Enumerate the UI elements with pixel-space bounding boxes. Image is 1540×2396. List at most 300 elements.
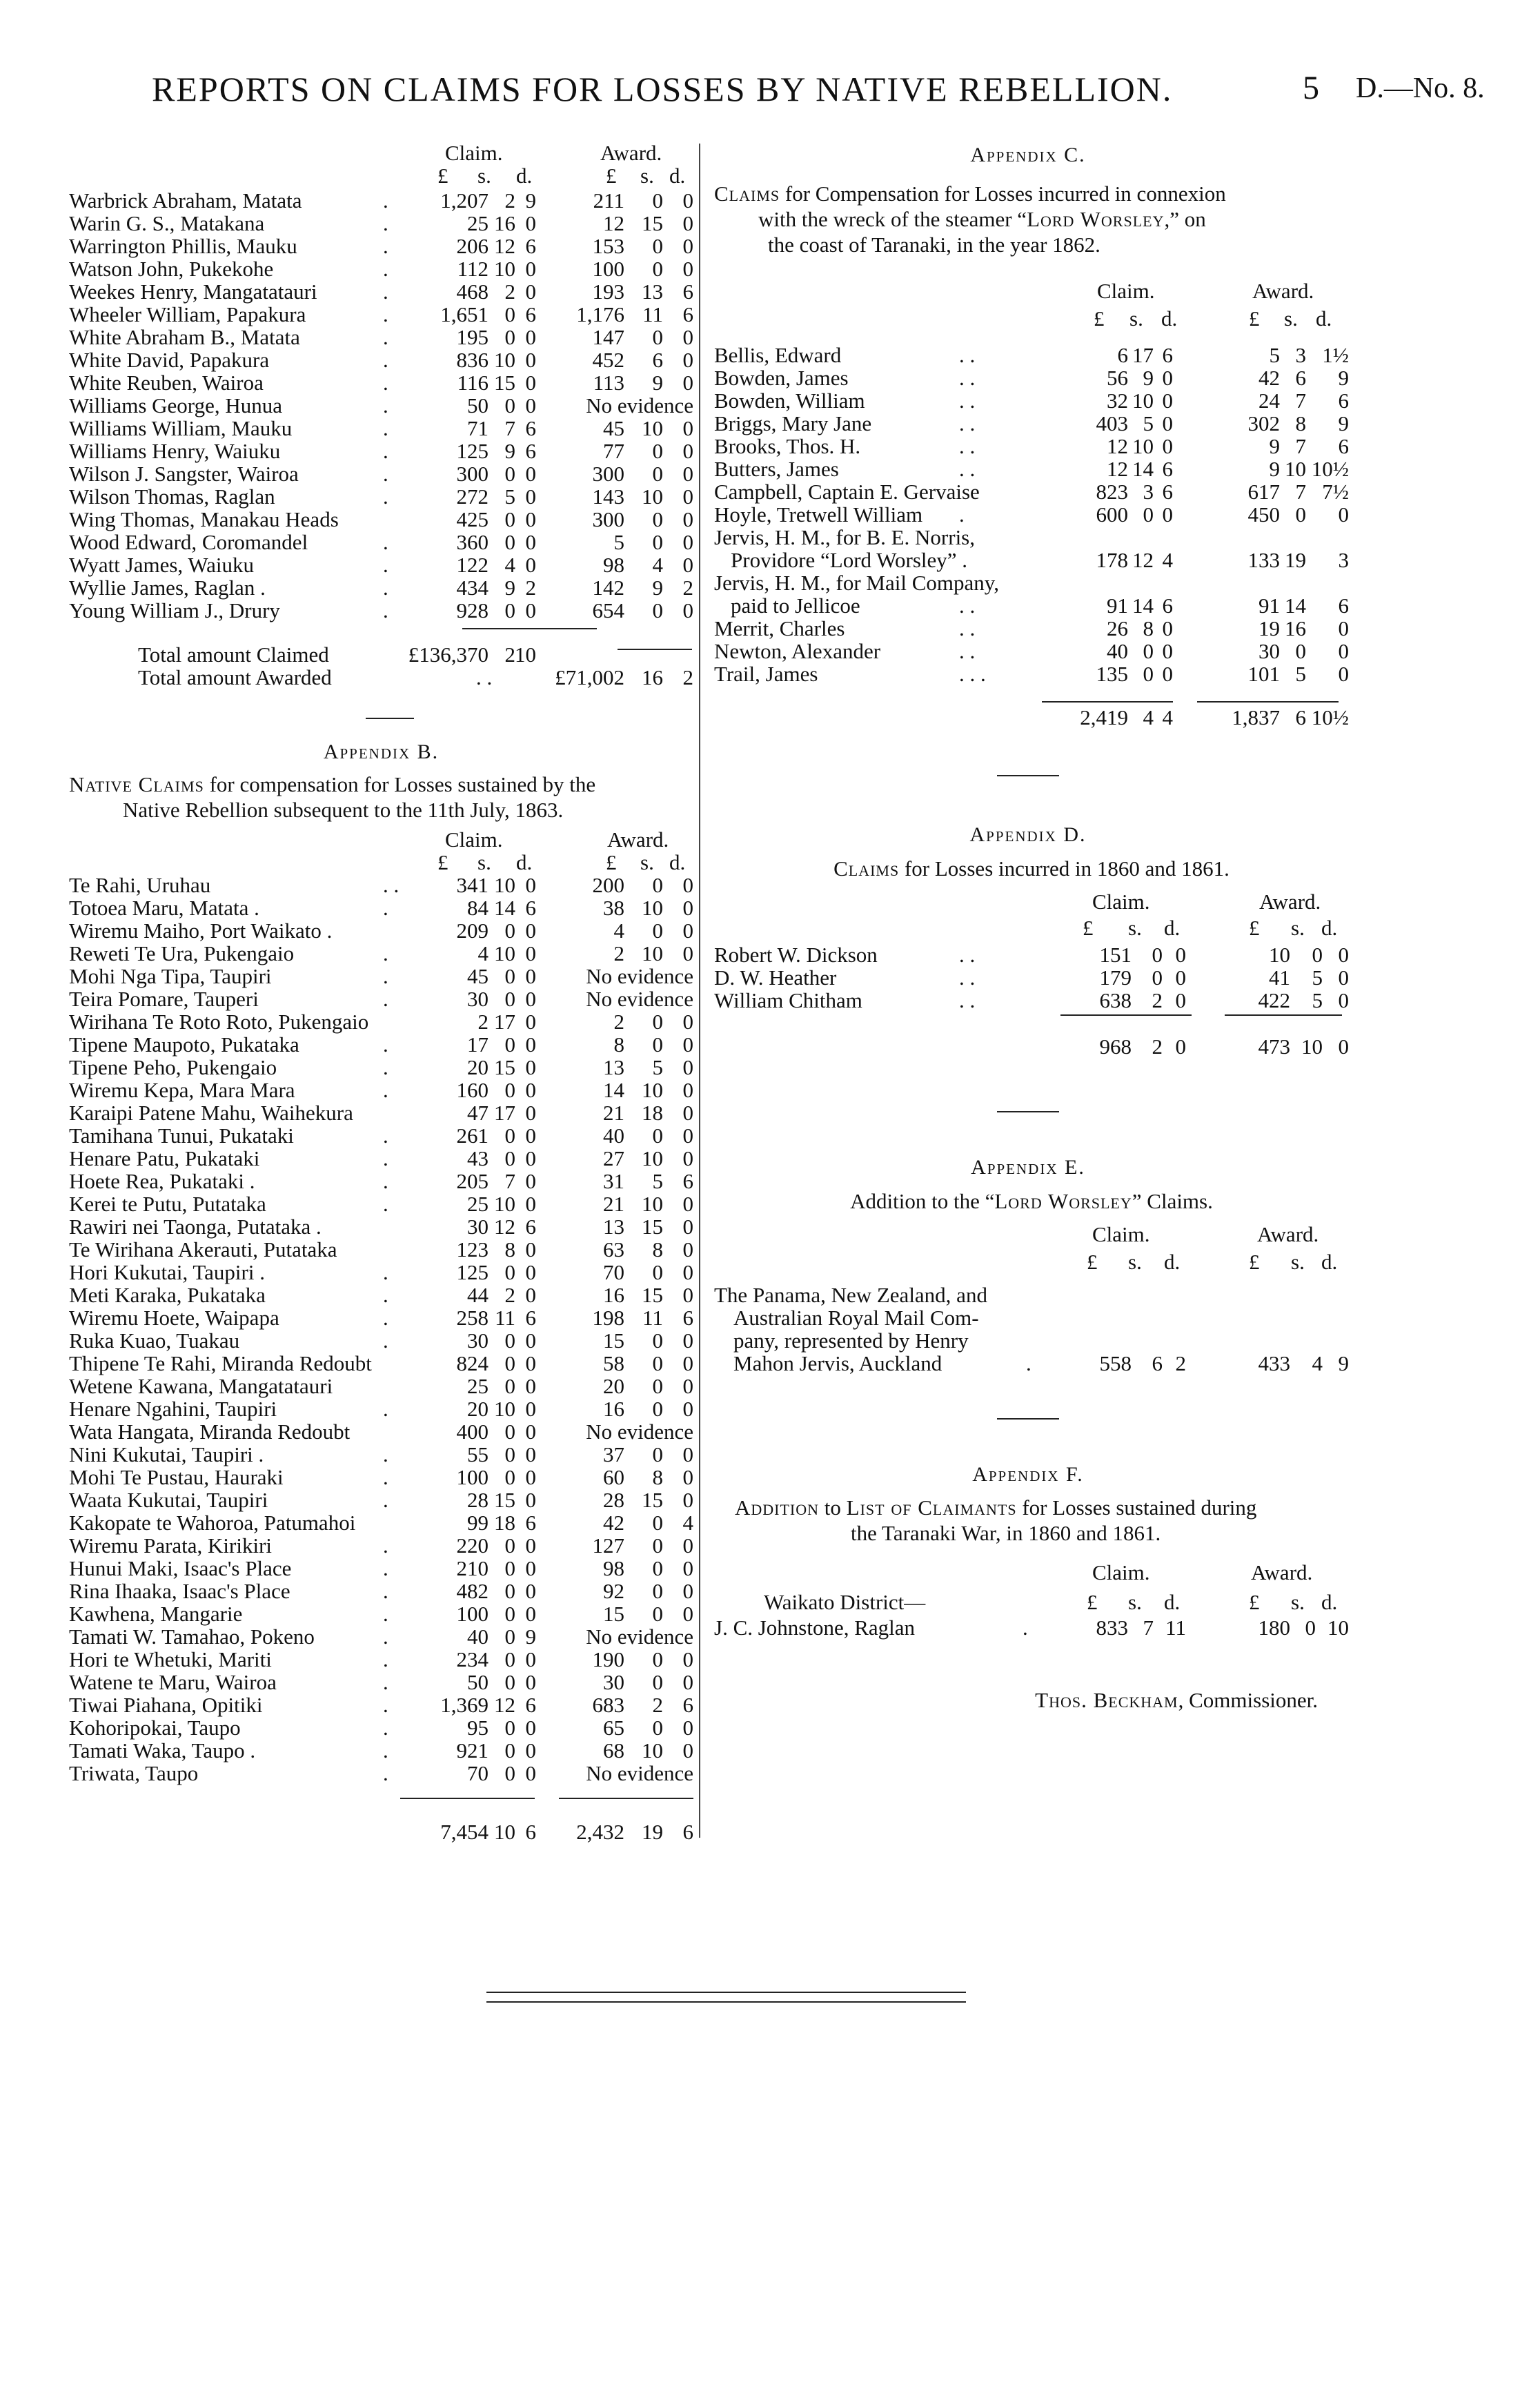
claim-pence: 0 <box>525 1761 536 1785</box>
table-row <box>69 1625 693 1648</box>
leader-dots: . <box>959 502 965 527</box>
award-pounds: 60 <box>603 1465 624 1489</box>
leader-dots: . . <box>959 366 976 390</box>
award-pence: 0 <box>682 1146 693 1170</box>
claim-pounds: 26 <box>1107 616 1128 640</box>
claim-shillings: 0 <box>504 1146 515 1170</box>
description-line: Native Rebellion subsequent to the 11th July, 1863. <box>123 798 564 822</box>
leader-dots: . <box>1023 1616 1028 1640</box>
claimant-name: Tipene Maupoto, Pukataka <box>69 1032 299 1057</box>
leader-dots: . <box>383 1032 388 1057</box>
claimant-name: Ruka Kuao, Tuakau <box>69 1328 240 1353</box>
claim-pounds: 43 <box>467 1146 488 1170</box>
pound-header: £ <box>606 850 617 874</box>
award-pence: 0 <box>682 439 693 463</box>
pence-header: d. <box>1321 916 1338 940</box>
claim-pence: 0 <box>525 987 536 1011</box>
award-pounds: 200 <box>592 873 624 897</box>
award-note: No evidence <box>586 1624 693 1649</box>
award-header: Award. <box>1257 1222 1319 1246</box>
award-pounds: 1,176 <box>576 302 624 326</box>
award-pence: 0 <box>682 1351 693 1375</box>
claimant-name: Newton, Alexander <box>714 639 881 663</box>
claim-shillings: 0 <box>1152 965 1163 990</box>
award-pence: 0 <box>682 553 693 577</box>
table-row <box>69 1443 693 1466</box>
appendix-e-row <box>714 1352 1349 1375</box>
table-row <box>714 640 1349 662</box>
description-text: for Compensation for Losses incurred in connexion <box>780 181 1226 206</box>
award-shillings: 11 <box>642 1306 663 1330</box>
table-row <box>69 942 693 965</box>
award-pence: 0 <box>682 1465 693 1489</box>
table-row <box>69 1602 693 1625</box>
claim-shillings: 9 <box>504 439 515 463</box>
leader-dots: . <box>383 1647 388 1671</box>
total-claim-shillings: 10 <box>494 1820 515 1844</box>
claim-pence: 0 <box>525 873 536 897</box>
claim-shillings: 10 <box>1132 434 1154 458</box>
award-pence: 9 <box>1338 366 1349 390</box>
award-pounds: 77 <box>603 439 624 463</box>
claim-pence: 0 <box>525 553 536 577</box>
claim-shillings: 9 <box>1143 366 1154 390</box>
claim-pounds: 1,207 <box>440 188 488 213</box>
claim-pounds: 30 <box>467 1215 488 1239</box>
award-shillings: 0 <box>652 188 663 213</box>
total-claim-shillings: 2 <box>1152 1034 1163 1059</box>
claim-shillings: 10 <box>494 1192 515 1216</box>
claim-shillings: 0 <box>504 302 515 326</box>
claim-pounds: 928 <box>456 598 488 622</box>
table-row <box>69 599 693 622</box>
leader-dots: . . <box>959 457 976 481</box>
award-pounds: 28 <box>603 1488 624 1512</box>
claim-pounds: 823 <box>1096 480 1128 504</box>
pence-header: d. <box>1164 1250 1181 1274</box>
table-row <box>69 965 693 988</box>
total-award-pounds: 2,432 <box>576 1820 624 1844</box>
award-shillings: 0 <box>652 1397 663 1421</box>
claimant-name: Hori te Whetuki, Mariti <box>69 1647 272 1671</box>
table-row <box>69 257 693 280</box>
claim-shillings: 0 <box>504 1260 515 1284</box>
award-pounds: 4 <box>613 919 624 943</box>
table-row <box>69 1762 693 1785</box>
claim-pence: 0 <box>1162 616 1173 640</box>
currency-header-row <box>714 307 1349 330</box>
claim-pounds: 434 <box>456 576 488 600</box>
award-shillings: 0 <box>652 1716 663 1740</box>
claim-pence: 0 <box>525 462 536 486</box>
claim-pounds: 220 <box>456 1533 488 1558</box>
claim-shillings: 0 <box>504 1556 515 1580</box>
table-row <box>69 371 693 394</box>
award-pence: 6 <box>1338 434 1349 458</box>
native-claims-table <box>69 828 693 1843</box>
leader-dots: . <box>383 188 388 213</box>
award-pounds: 98 <box>603 553 624 577</box>
leader-dots: . . <box>959 593 976 618</box>
leader-dots: . <box>383 416 388 440</box>
claim-pence: 0 <box>525 1738 536 1762</box>
award-pence: 0 <box>682 1192 693 1216</box>
award-pounds: 8 <box>613 1032 624 1057</box>
award-shillings: 0 <box>652 598 663 622</box>
award-shillings: 0 <box>652 1260 663 1284</box>
shilling-header: s. <box>1291 916 1305 940</box>
claimant-name: Wiremu Maiho, Port Waikato . <box>69 919 333 943</box>
claim-pounds: 468 <box>456 279 488 304</box>
claim-pence: 0 <box>525 257 536 281</box>
award-pounds: 433 <box>1258 1351 1290 1375</box>
award-shillings: 0 <box>652 1010 663 1034</box>
pound-header: £ <box>437 164 448 188</box>
leader-dots: . . <box>959 988 976 1012</box>
leader-dots: . <box>383 530 388 554</box>
claim-pence: 6 <box>525 302 536 326</box>
appendix-f-table <box>714 1561 1349 1658</box>
award-shillings: 0 <box>652 1511 663 1535</box>
claim-pounds: 116 <box>457 371 488 395</box>
description-lead: Addition <box>735 1495 820 1520</box>
award-pounds: 41 <box>1269 965 1290 990</box>
claim-pence: 0 <box>1162 389 1173 413</box>
claim-pounds: 1,651 <box>440 302 488 326</box>
award-pence: 0 <box>682 1055 693 1079</box>
claim-pounds: 425 <box>456 507 488 531</box>
claimant-name: Trail, James <box>714 662 818 686</box>
award-pence: 7½ <box>1322 480 1349 504</box>
leader-dots: . <box>383 896 388 920</box>
leader-dots: . <box>383 576 388 600</box>
appendix-c-title: Appendix C. <box>970 144 1086 166</box>
table-row <box>69 1352 693 1375</box>
pound-header: £ <box>1249 1250 1260 1274</box>
claim-pounds: 258 <box>456 1306 488 1330</box>
leader-dots: . <box>383 348 388 372</box>
claimant-name: Reweti Te Ura, Pukengaio <box>69 941 295 965</box>
claim-pounds: 25 <box>467 211 488 235</box>
award-pence: 0 <box>682 1738 693 1762</box>
table-row <box>714 344 1349 366</box>
award-pounds: 617 <box>1247 480 1280 504</box>
claim-shillings: 5 <box>1143 411 1154 435</box>
total-rule <box>462 628 597 629</box>
claim-header: Claim. <box>445 827 503 852</box>
table-row <box>69 1739 693 1762</box>
claim-pence: 6 <box>525 1215 536 1239</box>
claim-pence: 6 <box>525 1306 536 1330</box>
award-pounds: 142 <box>592 576 624 600</box>
leader-dots: . <box>383 211 388 235</box>
claim-pounds: 25 <box>467 1192 488 1216</box>
section-rule <box>997 1418 1059 1420</box>
award-header: Award. <box>600 141 662 165</box>
claim-pence: 0 <box>525 1488 536 1512</box>
claimant-name: Wing Thomas, Manakau Heads <box>69 507 339 531</box>
award-pounds: 38 <box>603 896 624 920</box>
claim-pounds: 209 <box>456 919 488 943</box>
leader-dots: . <box>383 1693 388 1717</box>
award-pounds: 65 <box>603 1716 624 1740</box>
award-shillings: 8 <box>652 1465 663 1489</box>
award-pounds: 450 <box>1247 502 1280 527</box>
claim-pence: 0 <box>525 1602 536 1626</box>
claimant-name: Hoyle, Tretwell William <box>714 502 923 527</box>
award-shillings: 10 <box>642 484 663 509</box>
claim-pence: 0 <box>525 484 536 509</box>
claim-shillings: 0 <box>504 393 515 418</box>
claimant-name: Hori Kukutai, Taupiri . <box>69 1260 265 1284</box>
claim-shillings: 0 <box>504 1738 515 1762</box>
award-pence: 0 <box>682 873 693 897</box>
claimant-name: Tipene Peho, Pukengaio <box>69 1055 277 1079</box>
award-note: No evidence <box>586 1761 693 1785</box>
leader-dots: . <box>383 1306 388 1330</box>
leader-dots: . <box>383 1556 388 1580</box>
award-pence: 0 <box>682 919 693 943</box>
claim-shillings: 0 <box>504 1351 515 1375</box>
leader-dots: . <box>383 1283 388 1307</box>
leader-dots: . . <box>383 873 399 897</box>
description-text: ” Claims. <box>1132 1189 1213 1213</box>
pence-header: d. <box>1321 1250 1338 1274</box>
claim-shillings: 16 <box>494 211 515 235</box>
leader-dots: . <box>383 964 388 988</box>
award-shillings: 0 <box>652 507 663 531</box>
table-row <box>69 1329 693 1352</box>
claim-pounds: 45 <box>467 964 488 988</box>
claim-shillings: 0 <box>504 1716 515 1740</box>
claim-shillings: 7 <box>504 1169 515 1193</box>
table-row <box>69 440 693 462</box>
district-label: Waikato District— <box>764 1590 926 1614</box>
award-header: Award. <box>607 827 669 852</box>
table-row <box>69 235 693 257</box>
leader-dots: . . <box>959 943 976 967</box>
claimant-name: Wood Edward, Coromandel <box>69 530 308 554</box>
claimant-name: J. C. Johnstone, Raglan <box>714 1616 916 1640</box>
claim-pounds: 135 <box>1096 662 1128 686</box>
total-award-pence: 0 <box>1338 1034 1349 1059</box>
award-shillings: 0 <box>652 873 663 897</box>
claim-shillings: 0 <box>504 325 515 349</box>
appendix-f-row <box>714 1616 1349 1639</box>
claim-pence: 0 <box>1162 662 1173 686</box>
claimant-name: Kohoripokai, Taupo <box>69 1716 241 1740</box>
claimant-name: Bowden, William <box>714 389 865 413</box>
award-pence: 6 <box>682 279 693 304</box>
total-claim-pence: 6 <box>525 1820 536 1844</box>
claim-pence: 6 <box>1162 457 1173 481</box>
claim-pence: 6 <box>1162 480 1173 504</box>
claimant-name: Wiremu Parata, Kirikiri <box>69 1533 273 1558</box>
claim-pounds: 341 <box>456 873 488 897</box>
claim-shillings: 10 <box>494 941 515 965</box>
claim-pounds: 50 <box>467 393 488 418</box>
award-shillings: 7 <box>1295 434 1306 458</box>
claim-shillings: 0 <box>504 1624 515 1649</box>
pound-header: £ <box>1087 1250 1098 1274</box>
claimant-name: Williams Henry, Waiuku <box>69 439 281 463</box>
description-text: with the wreck of the steamer “ <box>758 207 1027 231</box>
award-pounds: 19 <box>1258 616 1280 640</box>
claim-pence: 0 <box>525 530 536 554</box>
description-text: to <box>819 1495 847 1520</box>
claimant-name: Te Wirihana Akerauti, Putataka <box>69 1237 337 1261</box>
claim-pence: 0 <box>525 1374 536 1398</box>
award-shillings: 5 <box>1295 662 1306 686</box>
shilling-header: s. <box>1128 1590 1142 1614</box>
leader-dots: . <box>383 325 388 349</box>
total-awarded-label: Total amount Awarded <box>138 665 332 689</box>
claim-pounds: 151 <box>1099 943 1132 967</box>
claim-header: Claim. <box>1097 279 1155 303</box>
award-note: No evidence <box>586 964 693 988</box>
award-pounds: 143 <box>592 484 624 509</box>
section-rule <box>366 718 414 719</box>
claim-header: Claim. <box>1092 1222 1150 1246</box>
award-pence: 0 <box>1338 662 1349 686</box>
award-pence: 0 <box>682 896 693 920</box>
claimant-name: White Abraham B., Matata <box>69 325 300 349</box>
award-pence: 0 <box>682 1602 693 1626</box>
table-row <box>69 919 693 942</box>
claim-pence: 0 <box>525 1260 536 1284</box>
leader-dots: . <box>383 553 388 577</box>
claim-shillings: 14 <box>494 896 515 920</box>
claim-pounds: 112 <box>457 257 488 281</box>
total-award-pounds: 1,837 <box>1232 705 1280 729</box>
claim-shillings: 6 <box>1152 1351 1163 1375</box>
footer-rule <box>486 1992 966 1993</box>
claim-shillings: 0 <box>504 1032 515 1057</box>
claimant-name: Watson John, Pukekohe <box>69 257 274 281</box>
leader-dots: . <box>383 1579 388 1603</box>
award-shillings: 15 <box>642 1283 663 1307</box>
award-shillings: 10 <box>642 941 663 965</box>
award-pence: 0 <box>682 257 693 281</box>
leader-dots: . <box>383 393 388 418</box>
award-pence: 9 <box>1338 1351 1349 1375</box>
table-row <box>69 1147 693 1170</box>
table-row <box>69 1375 693 1397</box>
claimant-name: Watene te Maru, Wairoa <box>69 1670 277 1694</box>
pence-header: d. <box>1161 306 1178 331</box>
award-shillings: 19 <box>1285 548 1306 572</box>
award-pence: 3 <box>1338 548 1349 572</box>
table-row <box>69 553 693 576</box>
currency-header-row <box>714 1250 1349 1273</box>
currency-header-row <box>714 1591 1349 1613</box>
table-row <box>69 1238 693 1261</box>
table-row <box>69 1215 693 1238</box>
award-shillings: 10 <box>642 896 663 920</box>
claim-pence: 9 <box>525 188 536 213</box>
total-award-shillings: 10 <box>1301 1034 1323 1059</box>
table-row <box>69 348 693 371</box>
award-pence: 0 <box>682 1283 693 1307</box>
leader-dots: . <box>383 1123 388 1148</box>
shilling-header: s. <box>640 850 654 874</box>
claimant-name: Warin G. S., Matakana <box>69 211 265 235</box>
claimant-name: Waata Kukutai, Taupiri <box>69 1488 268 1512</box>
claim-pounds: 17 <box>467 1032 488 1057</box>
leader-dots: . <box>383 257 388 281</box>
claim-pounds: 836 <box>456 348 488 372</box>
award-shillings: 0 <box>652 325 663 349</box>
claim-shillings: 8 <box>1143 616 1154 640</box>
claim-pence: 0 <box>525 371 536 395</box>
award-pence: 6 <box>1338 593 1349 618</box>
claim-pence: 0 <box>525 507 536 531</box>
total-rule <box>1225 1014 1342 1016</box>
award-shillings: 3 <box>1295 343 1306 367</box>
award-pence: 0 <box>682 1556 693 1580</box>
claim-pounds: 638 <box>1099 988 1132 1012</box>
award-pounds: 2 <box>613 1010 624 1034</box>
award-pounds: 37 <box>603 1442 624 1466</box>
description-text: Addition to the “ <box>850 1189 995 1213</box>
claim-pence: 0 <box>525 941 536 965</box>
award-pence: 0 <box>682 1123 693 1148</box>
award-shillings: 0 <box>652 530 663 554</box>
award-pounds: 21 <box>603 1192 624 1216</box>
award-shillings: 9 <box>652 371 663 395</box>
award-pence: 0 <box>682 598 693 622</box>
table-row <box>69 1397 693 1420</box>
award-shillings: 0 <box>652 1328 663 1353</box>
pound-header: £ <box>1249 916 1260 940</box>
award-pounds: 12 <box>603 211 624 235</box>
claim-pounds: 30 <box>467 1328 488 1353</box>
claimant-name: Triwata, Taupo <box>69 1761 199 1785</box>
leader-dots: . <box>383 1078 388 1102</box>
claim-shillings: 8 <box>504 1237 515 1261</box>
claim-pounds: 558 <box>1099 1351 1132 1375</box>
table-row <box>69 1079 693 1101</box>
description-text: ,” on <box>1164 207 1206 231</box>
claim-pence: 0 <box>525 1283 536 1307</box>
award-header: Award. <box>1251 1560 1313 1584</box>
award-pence: 0 <box>682 371 693 395</box>
table-row <box>714 366 1349 389</box>
award-pounds: 190 <box>592 1647 624 1671</box>
currency-header-row <box>714 916 1349 939</box>
claim-shillings: 10 <box>494 257 515 281</box>
appendix-e-table <box>714 1223 1349 1382</box>
claimant-name: Wata Hangata, Miranda Redoubt <box>69 1420 351 1444</box>
award-pence: 10½ <box>1311 457 1349 481</box>
award-pounds: 31 <box>603 1169 624 1193</box>
section-rule <box>997 775 1059 776</box>
claim-pence: 6 <box>525 896 536 920</box>
table-row <box>69 576 693 599</box>
claim-shillings: 0 <box>504 987 515 1011</box>
claimant-name: Williams George, Hunua <box>69 393 282 418</box>
award-pounds: 14 <box>603 1078 624 1102</box>
claim-pounds: 360 <box>456 530 488 554</box>
total-awarded-shillings: 16 <box>642 665 663 689</box>
appendix-b-title: Appendix B. <box>323 740 440 763</box>
award-pounds: 16 <box>603 1283 624 1307</box>
claim-pounds: 300 <box>456 462 488 486</box>
table-row <box>714 966 1349 989</box>
claim-pounds: 123 <box>456 1237 488 1261</box>
total-claimed-pence: 10 <box>515 642 536 667</box>
award-shillings: 0 <box>1305 1616 1316 1640</box>
